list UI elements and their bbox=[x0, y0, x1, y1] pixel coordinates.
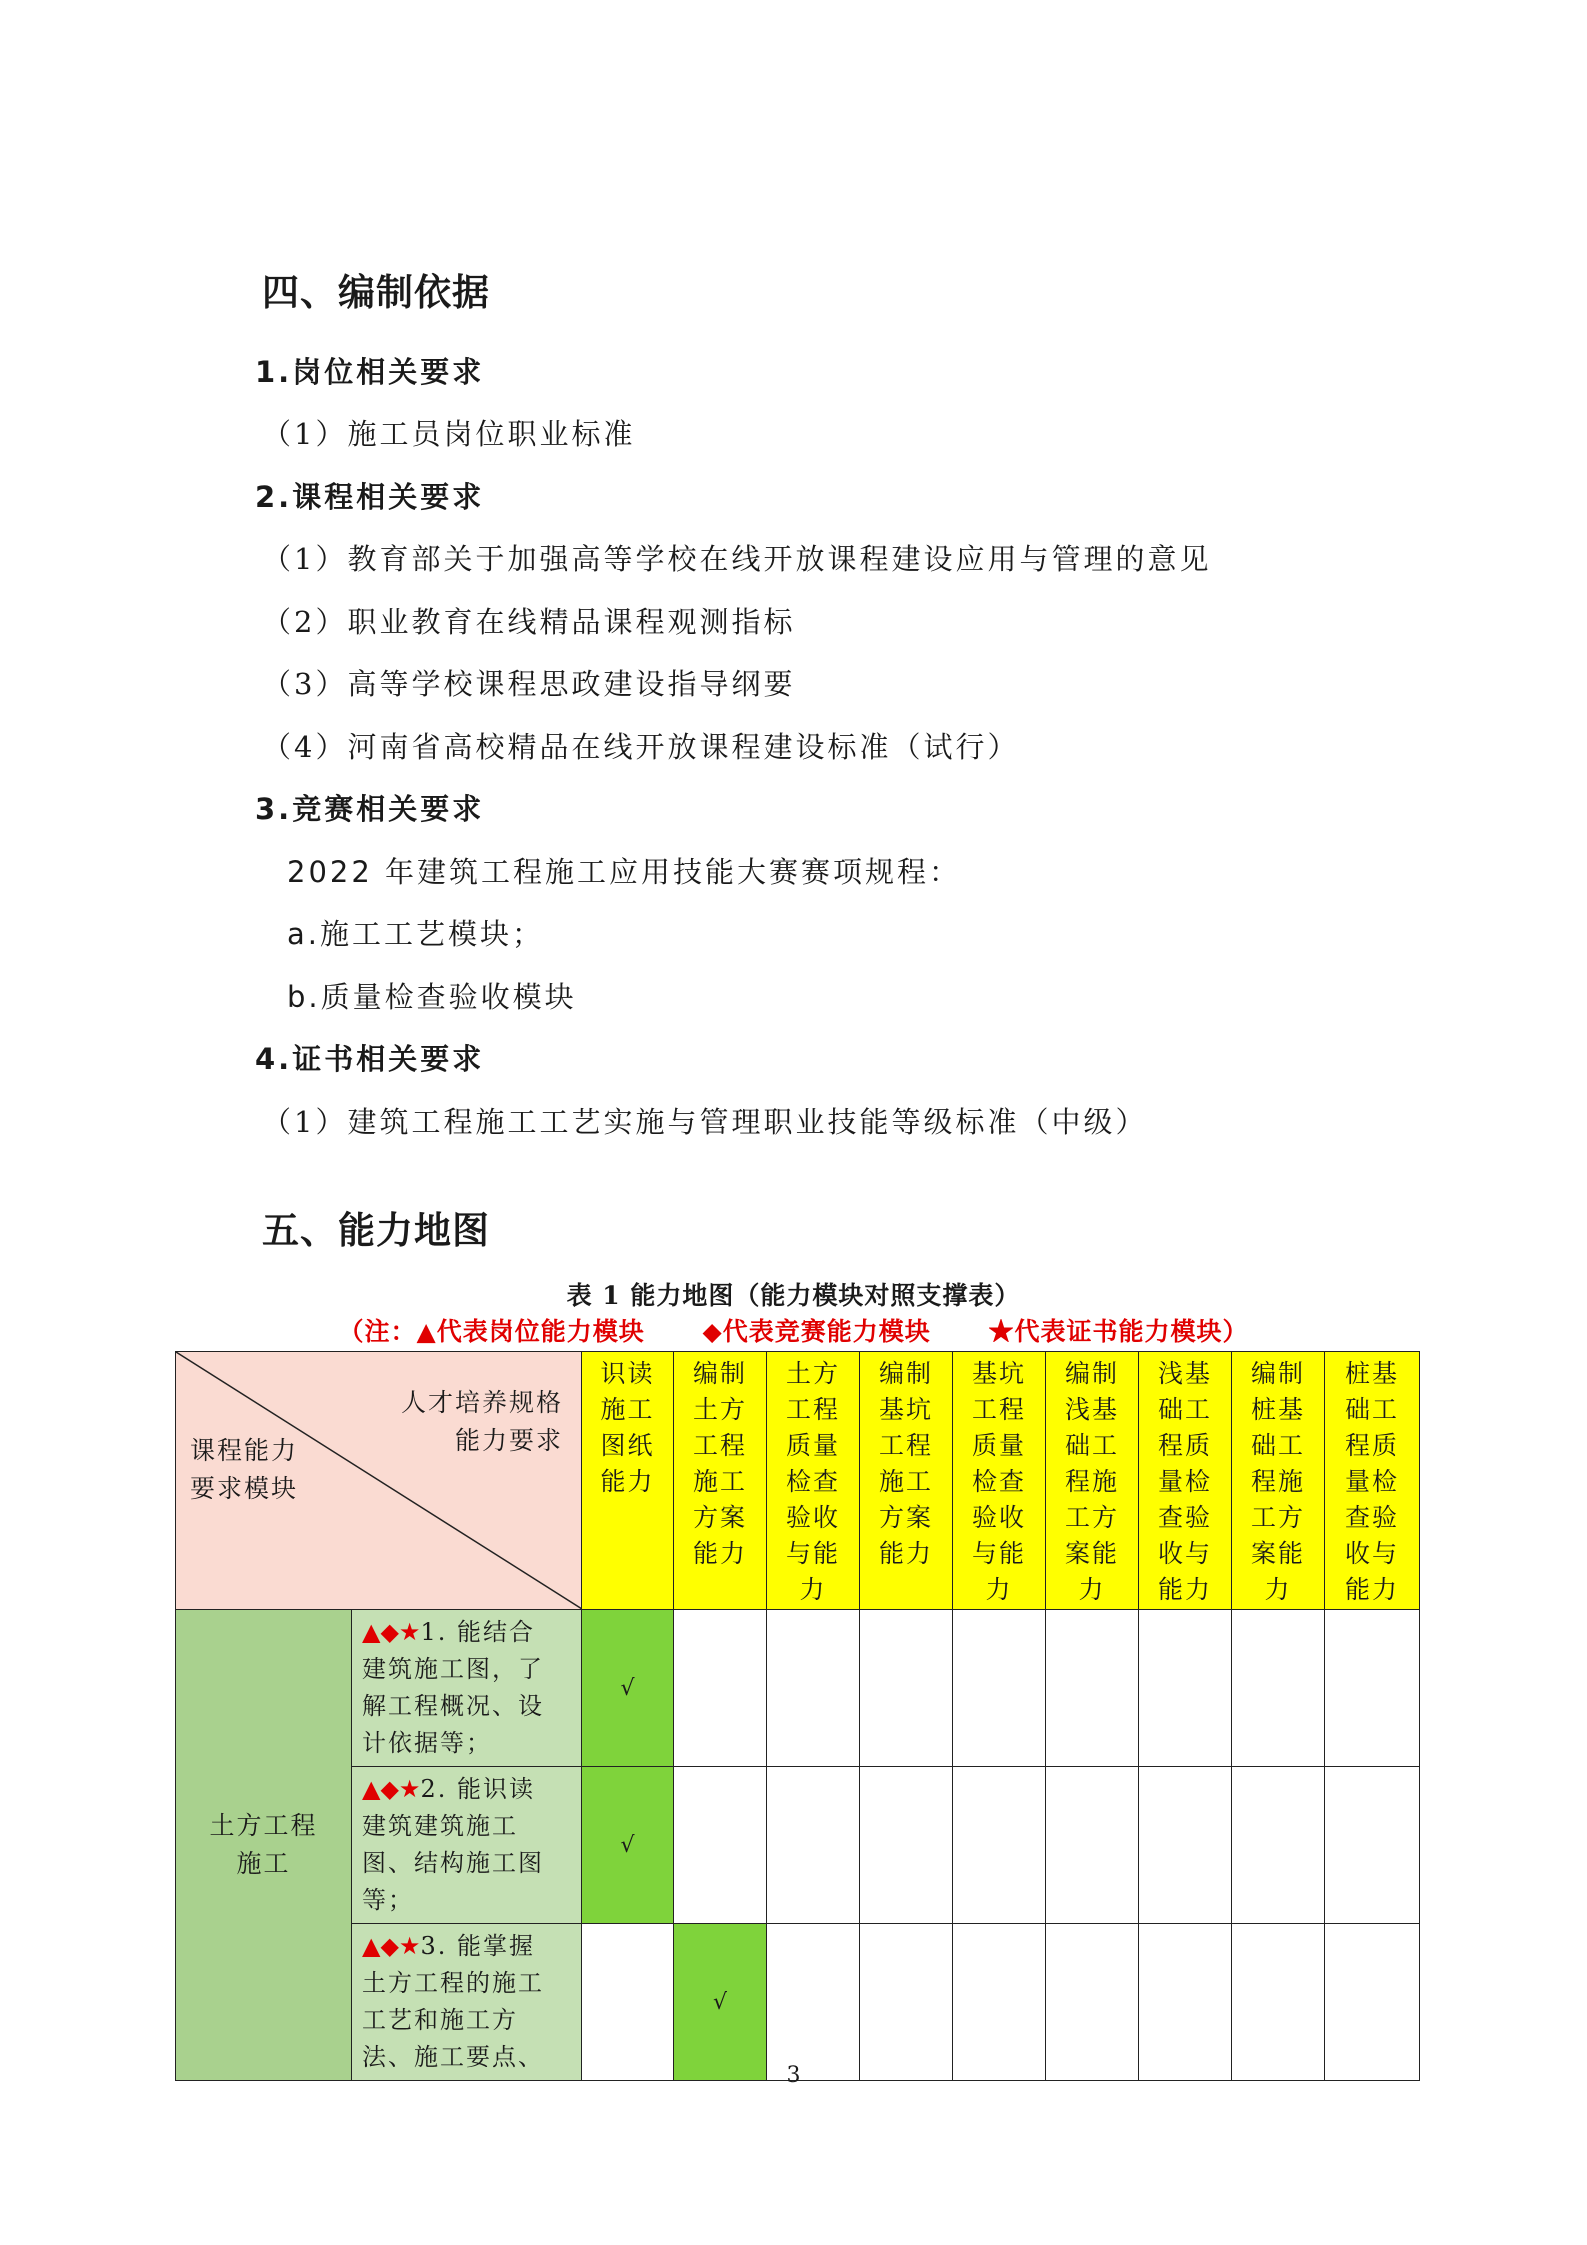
diag-top-label: 人才培养规格 能力要求 bbox=[400, 1388, 563, 1455]
column-header-line: 施工 bbox=[878, 1467, 933, 1496]
check-mark: √ bbox=[620, 1832, 635, 1858]
column-header-line: 验收 bbox=[785, 1503, 840, 1532]
check-mark: √ bbox=[712, 1989, 728, 2015]
subheading-contest: 3.竞赛相关要求 bbox=[255, 792, 485, 826]
requirement-line: 等； bbox=[362, 1886, 414, 1914]
section-heading-ability-map: 五、能力地图 bbox=[262, 1209, 490, 1252]
empty-cell bbox=[1325, 1767, 1420, 1924]
column-header-line: 验收 bbox=[971, 1503, 1026, 1532]
empty-cell bbox=[1325, 1610, 1420, 1767]
empty-cell bbox=[1139, 1767, 1232, 1924]
requirement-cell bbox=[352, 1924, 582, 2081]
column-header-line: 程质 bbox=[1157, 1431, 1212, 1460]
empty-cell bbox=[767, 1924, 860, 2081]
column-header-line: 质量 bbox=[971, 1431, 1026, 1460]
column-header-line: 工程 bbox=[971, 1395, 1026, 1424]
column-header-line: 浅基 bbox=[1157, 1359, 1212, 1388]
capability-markers: ▲◆★ bbox=[362, 1775, 421, 1803]
empty-cell bbox=[1046, 1924, 1139, 2081]
column-header-line: 基坑 bbox=[971, 1359, 1026, 1388]
table-row bbox=[176, 1924, 1420, 2081]
requirement-line: 解工程概况、设 bbox=[362, 1692, 544, 1720]
empty-cell bbox=[953, 1767, 1046, 1924]
column-header-line: 础工 bbox=[1064, 1431, 1119, 1460]
checked-cell bbox=[582, 1767, 674, 1924]
column-header-line: 与能 bbox=[785, 1539, 840, 1568]
column-header-line: 工程 bbox=[878, 1431, 933, 1460]
column-header bbox=[674, 1352, 767, 1610]
empty-cell bbox=[1046, 1610, 1139, 1767]
requirement-line: 土方工程的施工 bbox=[362, 1969, 544, 1997]
empty-cell bbox=[582, 1924, 674, 2081]
empty-cell bbox=[1046, 1767, 1139, 1924]
column-header-line: 方案 bbox=[692, 1503, 747, 1532]
column-header-line: 能力 bbox=[600, 1467, 655, 1496]
module-cell: 土方工程 施工 bbox=[176, 1610, 352, 2081]
column-header-line: 桩基 bbox=[1344, 1359, 1399, 1388]
list-item: （1）施工员岗位职业标准 bbox=[262, 417, 636, 451]
legend-cert: ★代表证书能力模块） bbox=[988, 1317, 1249, 1346]
column-header bbox=[1139, 1352, 1232, 1610]
column-header-line: 与能 bbox=[971, 1539, 1026, 1568]
column-header-line: 图纸 bbox=[600, 1431, 655, 1460]
table-header-row bbox=[176, 1352, 1420, 1610]
checked-cell bbox=[674, 1924, 767, 2081]
column-header bbox=[582, 1352, 674, 1610]
empty-cell bbox=[1139, 1924, 1232, 2081]
column-header-line: 施工 bbox=[600, 1395, 655, 1424]
column-header-line: 查验 bbox=[1157, 1503, 1212, 1532]
requirement-cell bbox=[352, 1767, 582, 1924]
column-header bbox=[1325, 1352, 1420, 1610]
column-header-line: 编制 bbox=[1250, 1359, 1305, 1388]
column-header-line: 收与 bbox=[1157, 1539, 1212, 1568]
ability-map-table bbox=[175, 1351, 1420, 2081]
list-item: b.质量检查验收模块 bbox=[287, 980, 577, 1014]
column-header bbox=[1232, 1352, 1325, 1610]
capability-markers: ▲◆★ bbox=[362, 1932, 421, 1960]
column-header-line: 程施 bbox=[1250, 1467, 1305, 1496]
table-row bbox=[176, 1767, 1420, 1924]
empty-cell bbox=[860, 1924, 953, 2081]
legend-contest: ◆代表竞赛能力模块 bbox=[702, 1317, 931, 1346]
column-header bbox=[767, 1352, 860, 1610]
column-header-line: 力 bbox=[799, 1575, 827, 1604]
column-header-line: 础工 bbox=[1344, 1395, 1399, 1424]
table-legend bbox=[0, 1312, 1587, 1348]
list-item: （1）教育部关于加强高等学校在线开放课程建设应用与管理的意见 bbox=[262, 542, 1212, 576]
table-caption: 表 1 能力地图（能力模块对照支撑表） bbox=[566, 1281, 1021, 1310]
column-header-line: 量检 bbox=[1157, 1467, 1212, 1496]
column-header-line: 力 bbox=[1078, 1575, 1106, 1604]
list-item: a.施工工艺模块； bbox=[287, 917, 544, 951]
column-header-line: 能力 bbox=[878, 1539, 933, 1568]
empty-cell bbox=[1325, 1924, 1420, 2081]
column-header-line: 编制 bbox=[1064, 1359, 1119, 1388]
column-header-line: 土方 bbox=[785, 1359, 840, 1388]
empty-cell bbox=[767, 1610, 860, 1767]
empty-cell bbox=[674, 1767, 767, 1924]
section-heading-basis: 四、编制依据 bbox=[262, 271, 490, 314]
diag-bottom-label: 课程能力 要求模块 bbox=[190, 1436, 299, 1503]
requirement-cell bbox=[352, 1610, 582, 1767]
subheading-post: 1.岗位相关要求 bbox=[255, 355, 485, 389]
requirement-line: ▲◆★2. 能识读 bbox=[362, 1775, 535, 1803]
empty-cell bbox=[1232, 1924, 1325, 2081]
column-header-line: 能力 bbox=[1157, 1575, 1212, 1604]
capability-markers: ▲◆★ bbox=[362, 1618, 421, 1646]
column-header-line: 基坑 bbox=[878, 1395, 933, 1424]
column-header-line: 工方 bbox=[1064, 1503, 1119, 1532]
list-item: （4）河南省高校精品在线开放课程建设标准（试行） bbox=[262, 730, 1020, 764]
empty-cell bbox=[1139, 1610, 1232, 1767]
requirement-line: 计依据等； bbox=[362, 1729, 492, 1757]
column-header-line: 能力 bbox=[1344, 1575, 1399, 1604]
checked-cell bbox=[582, 1610, 674, 1767]
column-header-line: 案能 bbox=[1250, 1539, 1305, 1568]
column-header-line: 查验 bbox=[1344, 1503, 1399, 1532]
empty-cell bbox=[953, 1924, 1046, 2081]
empty-cell bbox=[674, 1610, 767, 1767]
column-header-line: 工方 bbox=[1250, 1503, 1305, 1532]
column-header-line: 方案 bbox=[878, 1503, 933, 1532]
list-item: （2）职业教育在线精品课程观测指标 bbox=[262, 605, 796, 639]
empty-cell bbox=[1232, 1767, 1325, 1924]
column-header-line: 编制 bbox=[878, 1359, 933, 1388]
column-header-line: 力 bbox=[1264, 1575, 1292, 1604]
list-item: 2022 年建筑工程施工应用技能大赛赛项规程： bbox=[287, 855, 962, 889]
column-header-line: 桩基 bbox=[1250, 1395, 1305, 1424]
column-header bbox=[860, 1352, 953, 1610]
column-header bbox=[953, 1352, 1046, 1610]
column-header-line: 检查 bbox=[971, 1467, 1026, 1496]
legend-open: （注： bbox=[338, 1317, 417, 1346]
legend-post: ▲代表岗位能力模块 bbox=[416, 1317, 645, 1346]
column-header-line: 程质 bbox=[1344, 1431, 1399, 1460]
column-header-line: 施工 bbox=[692, 1467, 747, 1496]
column-header-line: 案能 bbox=[1064, 1539, 1119, 1568]
column-header-line: 能力 bbox=[692, 1539, 747, 1568]
subheading-certificate: 4.证书相关要求 bbox=[255, 1042, 485, 1076]
empty-cell bbox=[1232, 1610, 1325, 1767]
column-header-line: 识读 bbox=[600, 1359, 655, 1388]
column-header-line: 工程 bbox=[785, 1395, 840, 1424]
column-header-line: 土方 bbox=[692, 1395, 747, 1424]
list-item: （1）建筑工程施工工艺实施与管理职业技能等级标准（中级） bbox=[262, 1105, 1148, 1139]
column-header-line: 础工 bbox=[1250, 1431, 1305, 1460]
column-header-line: 础工 bbox=[1157, 1395, 1212, 1424]
subheading-course: 2.课程相关要求 bbox=[255, 480, 485, 514]
page-number: 3 bbox=[786, 2063, 801, 2088]
table-row bbox=[176, 1610, 1420, 1767]
column-header-line: 力 bbox=[985, 1575, 1013, 1604]
column-header-line: 工程 bbox=[692, 1431, 747, 1460]
diagonal-header-cell bbox=[176, 1352, 582, 1610]
check-mark: √ bbox=[620, 1675, 635, 1701]
column-header bbox=[1046, 1352, 1139, 1610]
requirement-line: 建筑建筑施工 bbox=[362, 1812, 518, 1840]
requirement-line: 法、施工要点、 bbox=[362, 2043, 544, 2071]
column-header-line: 检查 bbox=[785, 1467, 840, 1496]
empty-cell bbox=[767, 1767, 860, 1924]
empty-cell bbox=[953, 1610, 1046, 1767]
requirement-line: ▲◆★3. 能掌握 bbox=[362, 1932, 535, 1960]
column-header-line: 收与 bbox=[1344, 1539, 1399, 1568]
list-item: （3）高等学校课程思政建设指导纲要 bbox=[262, 667, 796, 701]
requirement-line: 工艺和施工方 bbox=[362, 2006, 518, 2034]
empty-cell bbox=[860, 1767, 953, 1924]
requirement-line: ▲◆★1. 能结合 bbox=[362, 1618, 535, 1646]
column-header-line: 程施 bbox=[1064, 1467, 1119, 1496]
column-header-line: 编制 bbox=[692, 1359, 747, 1388]
column-header-line: 浅基 bbox=[1064, 1395, 1119, 1424]
empty-cell bbox=[860, 1610, 953, 1767]
column-header-line: 量检 bbox=[1344, 1467, 1399, 1496]
column-header-line: 质量 bbox=[785, 1431, 840, 1460]
requirement-line: 图、结构施工图 bbox=[362, 1849, 544, 1877]
requirement-line: 建筑施工图，了 bbox=[362, 1655, 544, 1683]
